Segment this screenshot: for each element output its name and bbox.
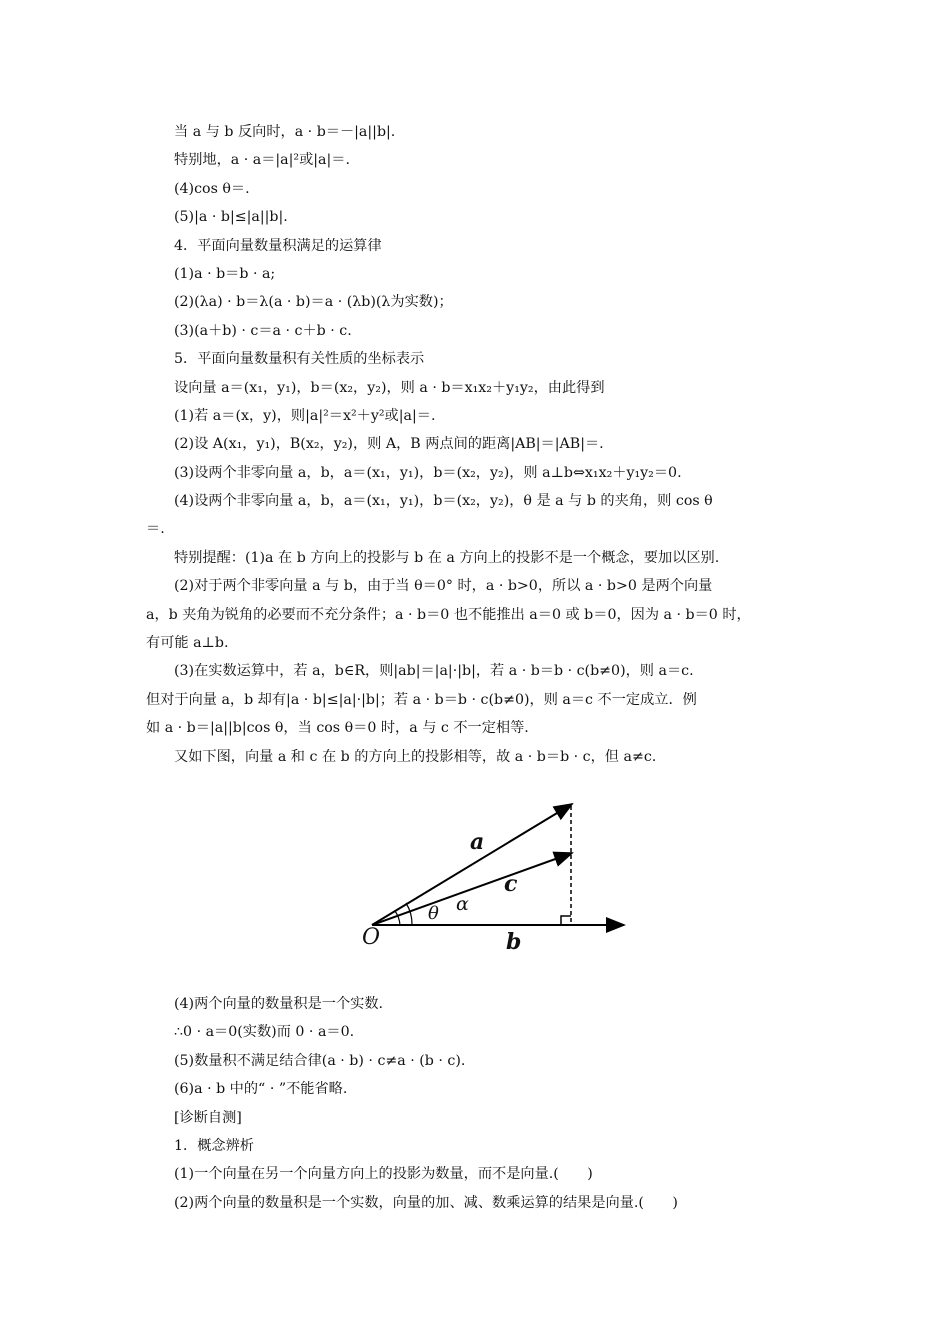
label-c: c <box>504 870 518 897</box>
text-line: ∴0 · a＝0(实数)而 0 · a＝0. <box>174 1024 355 1041</box>
text-line: (4)cos θ＝. <box>174 180 250 197</box>
text-line: 但对于向量 a，b 却有|a · b|≤|a|·|b|；若 a · b＝b · c(b≠0)，则 a＝c 不一定成立．例 <box>146 691 697 708</box>
angle-alpha-arc <box>406 903 412 925</box>
text-line: (5)|a · b|≤|a||b|. <box>174 209 288 226</box>
vector-diagram <box>328 779 658 984</box>
text-line: 特别地，a · a＝|a|²或|a|＝. <box>174 152 350 169</box>
text-line: 又如下图，向量 a 和 c 在 b 的方向上的投影相等，故 a · b＝b · c，但 a≠c. <box>174 748 657 765</box>
text-line: (6)a · b 中的“ · ”不能省略. <box>174 1081 348 1098</box>
question-item: (1)一个向量在另一个向量方向上的投影为数量，而不是向量.( ) <box>174 1166 593 1183</box>
text-line: (2)(λa) · b＝λ(a · b)＝a · (λb)(λ为实数)； <box>174 294 453 311</box>
label-alpha: α <box>456 892 469 915</box>
text-line: (1)a · b＝b · a; <box>174 265 276 282</box>
text-line: (4)设两个非零向量 a，b，a＝(x₁，y₁)，b＝(x₂，y₂)，θ 是 a 与 b 的夹角，则 cos θ <box>174 493 713 510</box>
text-line: 如 a · b＝|a||b|cos θ，当 cos θ＝0 时，a 与 c 不一定相等. <box>146 720 529 737</box>
text-line: a，b 夹角为锐角的必要而不充分条件；a · b＝0 也不能推出 a＝0 或 b＝0，因为 a · b＝0 时， <box>146 606 751 623</box>
text-line: (3)在实数运算中，若 a，b∈R，则|ab|＝|a|·|b|，若 a · b＝b · c(b≠0)，则 a＝c. <box>174 663 694 680</box>
text-line: 特别提醒：(1)a 在 b 方向上的投影与 b 在 a 方向上的投影不是一个概念，要加以区别. <box>174 549 720 566</box>
question-item: (2)两个向量的数量积是一个实数，向量的加、减、数乘运算的结果是向量.( ) <box>174 1194 678 1211</box>
text-line: (4)两个向量的数量积是一个实数. <box>174 995 384 1012</box>
vector-projection-figure <box>328 779 658 984</box>
text-line: (2)设 A(x₁，y₁)，B(x₂，y₂)，则 A，B 两点间的距离|AB|＝|AB|＝. <box>174 436 604 453</box>
text-line: 当 a 与 b 反向时，a · b＝－|a||b|. <box>174 124 396 140</box>
text-line: 设向量 a＝(x₁，y₁)，b＝(x₂，y₂)，则 a · b＝x₁x₂＋y₁y₂，由此得到 <box>174 379 605 396</box>
text-line: (3)设两个非零向量 a，b，a＝(x₁，y₁)，b＝(x₂，y₂)，则 a⊥b⇔x₁x₂＋y₁y₂＝0. <box>174 464 682 481</box>
label-b: b <box>506 928 522 955</box>
label-a: a <box>470 828 485 855</box>
section-heading: 1．概念辨析 <box>174 1137 254 1154</box>
text-line: (1)若 a＝(x，y)，则|a|²＝x²＋y²或|a|＝. <box>174 407 436 424</box>
text-line: (2)对于两个非零向量 a 与 b，由于当 θ＝0° 时，a · b>0，所以 a · b>0 是两个向量 <box>174 578 713 595</box>
section-heading: 5．平面向量数量积有关性质的坐标表示 <box>174 351 425 368</box>
right-angle-mark <box>561 916 571 925</box>
section-heading: 4．平面向量数量积满足的运算律 <box>174 237 382 254</box>
text-line: ＝. <box>146 521 165 538</box>
label-theta: θ <box>428 902 439 924</box>
section-heading: [诊断自测] <box>174 1109 242 1126</box>
label-origin: O <box>362 924 381 950</box>
document-body <box>146 118 806 1217</box>
text-line: (3)(a＋b) · c＝a · c＋b · c. <box>174 322 352 339</box>
text-line: 有可能 a⊥b. <box>146 635 229 652</box>
text-line: (5)数量积不满足结合律(a · b) · c≠a · (b · c). <box>174 1052 466 1069</box>
angle-theta-arc <box>395 911 400 925</box>
